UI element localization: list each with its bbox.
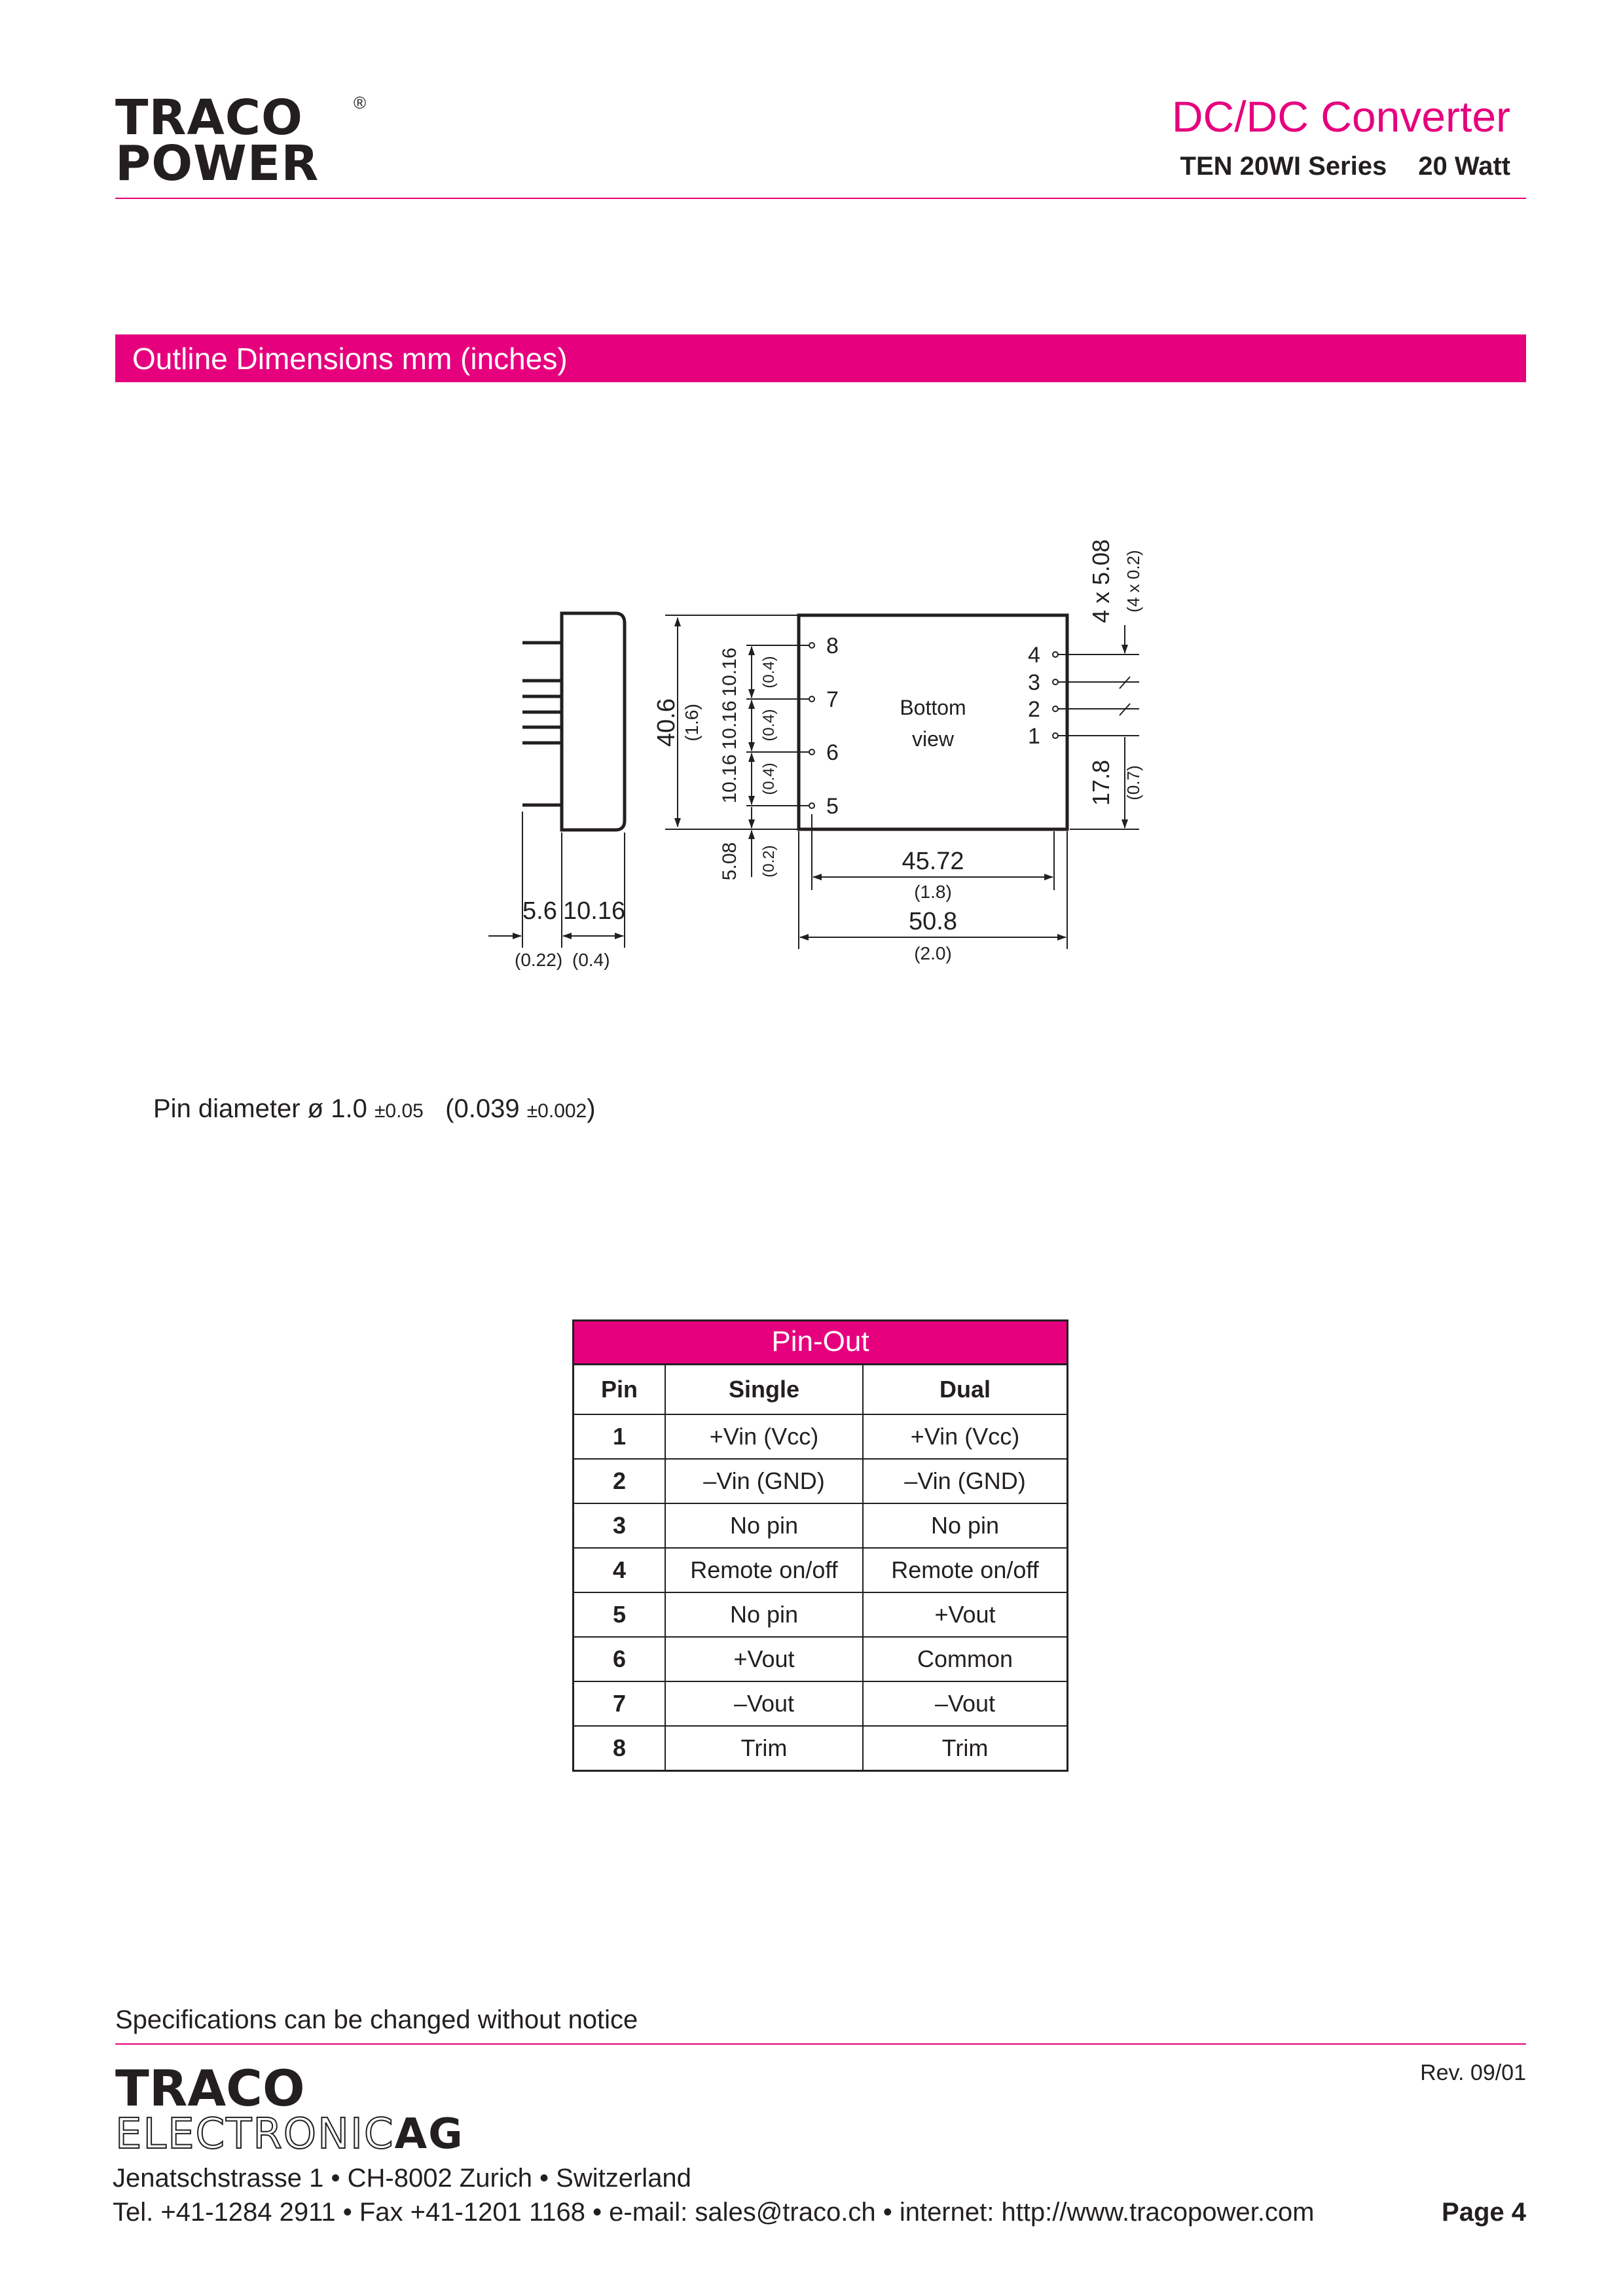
pin-number: 5 [574,1592,665,1637]
pitch-dim-2: 10.16 [719,700,740,750]
logo-line1: TRACO [115,90,303,146]
height-dim: 40.6 [653,698,680,747]
table-row [574,1503,1067,1548]
bottom-view-body [799,615,1067,829]
pin-number: 2 [574,1459,665,1503]
pin-number: 7 [574,1681,665,1726]
spec-notice: Specifications can be changed without notice [115,2005,638,2034]
pin-diameter-tol-mm: ±0.05 [374,1100,424,1122]
table-row [574,1592,1067,1637]
table-row [574,1548,1067,1592]
pitch-dim-in-2: (0.4) [760,709,778,742]
pin-diameter-label: Pin diameter ø 1.0 [153,1094,367,1123]
dual-function: –Vin (GND) [863,1459,1067,1503]
wattage: 20 Watt [1418,152,1510,181]
footer-divider [115,2043,1526,2045]
pin-diameter-tol-in: ±0.002 [526,1100,587,1122]
side-dim-5.6: 5.6 [522,897,557,925]
dual-function: No pin [863,1503,1067,1548]
table-row [574,1637,1067,1681]
single-function: No pin [665,1592,863,1637]
pin-label-7: 7 [826,687,839,712]
pin-number: 8 [574,1726,665,1770]
bottom-offset-dim: 5.08 [719,842,740,881]
table-row [574,1414,1067,1459]
single-function: –Vin (GND) [665,1459,863,1503]
document-title: DC/DC Converter [1171,92,1510,141]
pin-number: 1 [574,1414,665,1459]
side-view-body [562,613,625,830]
electronic-ag-logo [115,2110,464,2159]
pitch-dim-in-1: (0.4) [760,656,778,689]
dual-function: +Vout [863,1592,1067,1637]
pin-label-3: 3 [1028,670,1040,695]
dual-function: Trim [863,1726,1067,1770]
pitch-dim-3: 10.16 [719,754,740,804]
pin-span-dim: 45.72 [902,848,964,875]
side-dim-0.4: (0.4) [572,950,610,970]
side-dim-10.16: 10.16 [563,897,626,925]
pin-label-6: 6 [826,740,839,765]
company-address: Jenatschstrasse 1 • CH-8002 Zurich • Switzerland [113,2164,691,2193]
col-header-single: Single [665,1365,863,1414]
pitch-dim-in-3: (0.4) [760,762,778,795]
pinout-header-row [574,1365,1067,1414]
col-header-dual: Dual [939,1376,991,1403]
pin-span-dim-in: (1.8) [914,882,952,902]
right-offset-dim: 17.8 [1087,759,1114,806]
table-row [574,1681,1067,1726]
single-function: Remote on/off [665,1548,863,1592]
company-contact: Tel. +41-1284 2911 • Fax +41-1201 1168 • e-mail: sales@traco.ch • internet: http://www.tracopower.com [113,2198,1315,2227]
pin-diameter-inch: (0.039 [445,1094,520,1123]
revision: Rev. 09/01 [1420,2060,1526,2085]
dual-function: Remote on/off [863,1548,1067,1592]
bottom-view-label-2: view [911,727,955,751]
section-title: Outline Dimensions mm (inches) [132,342,568,376]
single-function: No pin [665,1503,863,1548]
dual-function: –Vout [863,1681,1067,1726]
width-dim: 50.8 [909,908,957,935]
right-pitch-dim-in: (4 x 0.2) [1123,550,1143,613]
logo-ag-text: AG [394,2110,464,2159]
dual-function: +Vin (Vcc) [863,1414,1067,1459]
pitch-dim-1: 10.16 [719,647,740,697]
bottom-view-label-1: Bottom [900,696,966,719]
pin-label-4: 4 [1028,643,1040,668]
pinout-table [572,1319,1068,1772]
table-row [574,1726,1067,1770]
pin-number: 3 [574,1503,665,1548]
table-row [574,1459,1067,1503]
pin-number: 4 [574,1548,665,1592]
single-function: +Vin (Vcc) [665,1414,863,1459]
single-function: +Vout [665,1637,863,1681]
right-offset-dim-in: (0.7) [1123,765,1143,800]
pin-label-5: 5 [826,794,839,819]
pin-label-2: 2 [1028,697,1040,722]
series-name: TEN 20WI Series [1180,152,1387,181]
width-dim-in: (2.0) [914,943,952,963]
single-function: –Vout [665,1681,863,1726]
pin-label-1: 1 [1028,724,1040,749]
bottom-offset-dim-in: (0.2) [760,845,778,878]
pinout-title: Pin-Out [574,1321,1067,1365]
logo-electronic-text: ELECTRONIC [115,2110,395,2159]
logo-line2: POWER [115,135,319,192]
single-function: Trim [665,1726,863,1770]
traco-electronic-logo: TRACO [115,2059,305,2117]
side-view-pins [522,643,562,805]
side-dim-0.22: (0.22) [515,950,563,970]
height-dim-in: (1.6) [682,704,702,742]
pin-diameter-close: ) [587,1094,596,1123]
pin-label-8: 8 [826,634,839,658]
col-header-pin: Pin [600,1376,638,1403]
pin-diameter-note [153,1094,596,1124]
pin-markers [809,643,1058,808]
page-number: Page 4 [1442,2198,1526,2227]
dual-function: Common [863,1637,1067,1681]
registered-mark: ® [354,93,367,113]
right-pitch-dim: 4 x 5.08 [1087,539,1114,624]
pin-number: 6 [574,1637,665,1681]
